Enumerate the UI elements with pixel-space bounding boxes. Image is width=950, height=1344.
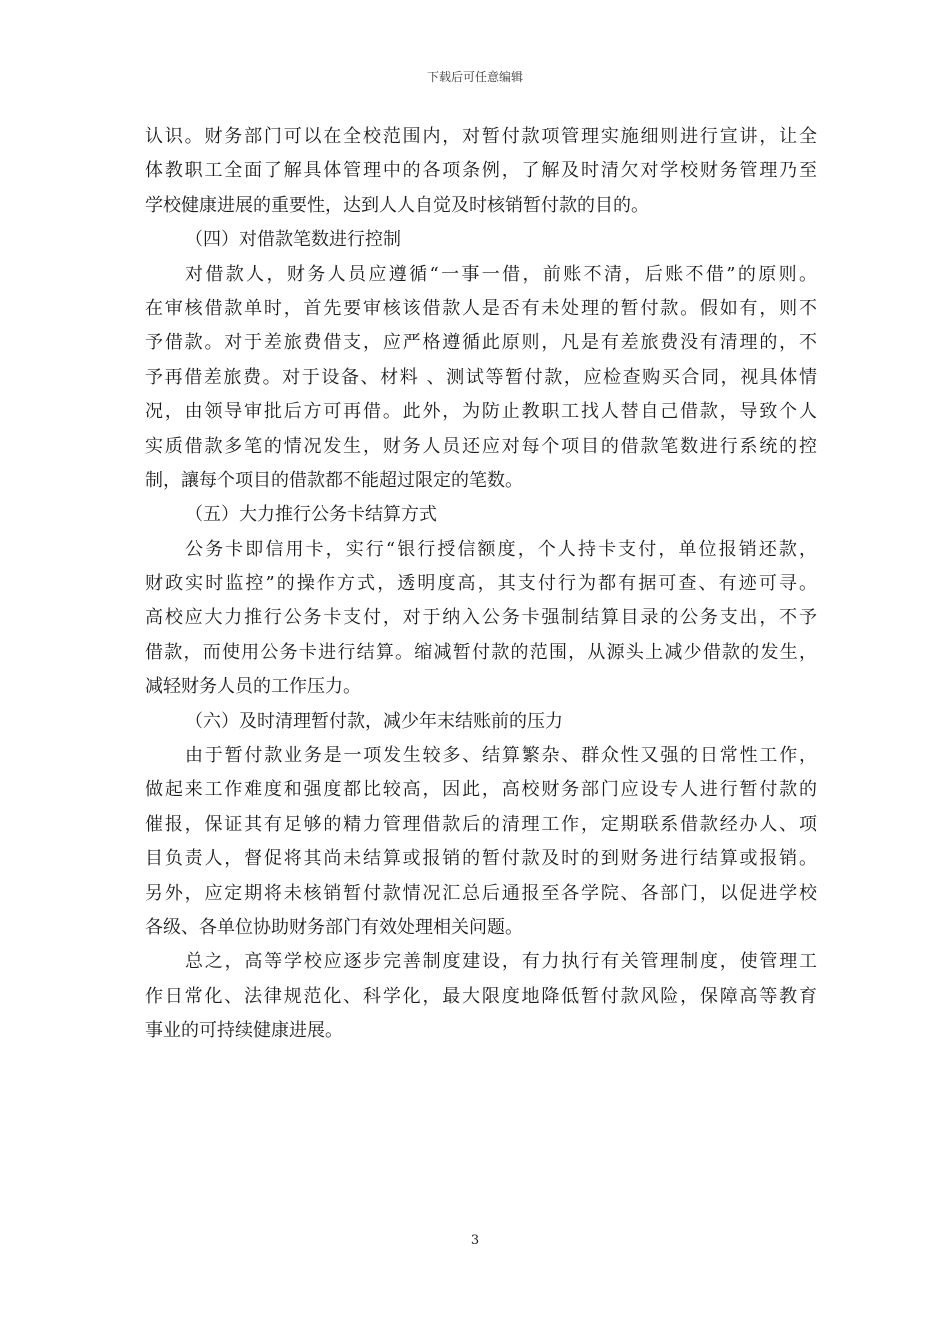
paragraph-line: 公务卡即信用卡，实行“银行授信额度，个人持卡支付，单位报销还款，	[185, 538, 817, 560]
paragraph-line: 借款，而使用公务卡进行结算。缩减暂付款的范围，从源头上减少借款的发生，	[145, 641, 817, 663]
paragraph-line: 实质借款多笔的情况发生，财务人员还应对每个项目的借款笔数进行系统的控	[145, 435, 817, 457]
paragraph-line: 予借款。对于差旅费借支，应严格遵循此原则，凡是有差旅费没有清理的，不	[145, 332, 817, 354]
paragraph-line: 另外，应定期将未核销暂付款情况汇总后通报至各学院、各部门，以促进学校	[145, 882, 817, 904]
paragraph-line: 各级、各单位协助财务部门有效处理相关问题。	[145, 916, 523, 938]
paragraph-line: 催报，保证其有足够的精力管理借款后的清理工作，定期联系借款经办人、项	[145, 813, 817, 835]
page-number: 3	[470, 1233, 480, 1248]
paragraph-line: 认识。财务部门可以在全校范围内，对暂付款项管理实施细则进行宣讲，让全	[145, 126, 817, 147]
paragraph-line: 减轻财务人员的工作压力。	[145, 676, 361, 698]
document-body	[145, 120, 817, 1049]
paragraph-line: 在审核借款单时，首先要审核该借款人是否有未处理的暂付款。假如有，则不	[145, 297, 817, 319]
paragraph-line: 做起来工作难度和强度都比较高，因此，高校财务部门应设专人进行暂付款的	[145, 779, 817, 801]
section-heading: （五）大力推行公务卡结算方式	[185, 504, 437, 526]
paragraph-line: 对借款人，财务人员应遵循“一事一借，前账不清，后账不借”的原则。	[185, 263, 817, 285]
paragraph-line: 目负责人，督促将其尚未结算或报销的暂付款及时的到财务进行结算或报销。	[145, 848, 817, 870]
section-heading: （四）对借款笔数进行控制	[185, 229, 401, 251]
paragraph-line: 体教职工全面了解具体管理中的各项条例，了解及时清欠对学校财务管理乃至	[145, 160, 817, 182]
paragraph-line: 事业的可持续健康进展。	[145, 1020, 343, 1042]
paragraph-line: 予再借差旅费。对于设备、材料 、测试等暂付款，应检查购买合同，视具体情	[145, 366, 817, 388]
paragraph-line: 由于暂付款业务是一项发生较多、结算繁杂、群众性又强的日常性工作，	[185, 745, 817, 767]
section-heading: （六）及时清理暂付款，减少年末结账前的压力	[185, 710, 563, 732]
paragraph-line: 财政实时监控”的操作方式，透明度高，其支付行为都有据可查、有迹可寻。	[145, 573, 817, 595]
paragraph-line: 制，讓每个项目的借款都不能超过限定的笔数。	[145, 469, 523, 491]
paragraph-line: 学校健康进展的重要性，达到人人自觉及时核销暂付款的目的。	[145, 194, 649, 216]
paragraph-line: 总之，高等学校应逐步完善制度建设，有力执行有关管理制度，使管理工	[185, 951, 817, 973]
paragraph-line: 高校应大力推行公务卡支付，对于纳入公务卡强制结算目录的公务支出，不予	[145, 607, 817, 629]
paragraph-line: 作日常化、法律规范化、科学化，最大限度地降低暂付款风险，保障高等教育	[145, 985, 817, 1007]
page-header: 下载后可任意编辑	[426, 70, 523, 84]
paragraph-line: 况，由领导审批后方可再借。此外，为防止教职工找人替自己借款，导致个人	[145, 401, 817, 423]
